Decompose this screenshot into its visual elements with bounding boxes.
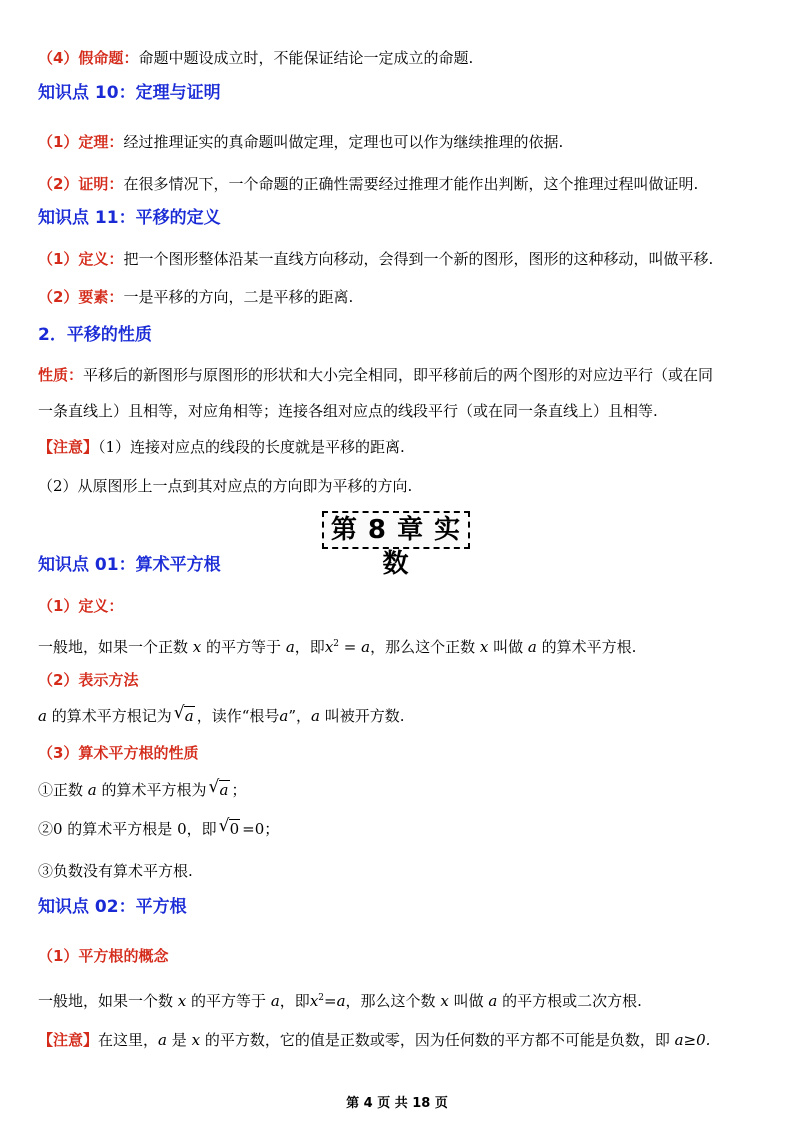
kp01-representation xyxy=(38,703,756,726)
kp02-note-var-x: x xyxy=(191,1031,201,1049)
sqrt-a-arg: a xyxy=(219,781,229,799)
kp01-def-text-c: ，即 xyxy=(294,638,325,656)
kp02-note-label: 【注意】 xyxy=(38,1031,99,1049)
kp02-note xyxy=(38,1030,756,1050)
section-2-prop-line-2: 一条直线上）且相等，对应角相等；连接各组对应点的线段平行（或在同一条直线上）且相等. xyxy=(38,402,658,420)
kp01-p1-text-c: ； xyxy=(231,781,247,799)
kp01-rep-var-d: a xyxy=(279,707,289,725)
kp11-item-1 xyxy=(38,249,756,269)
item-4-fake-proposition xyxy=(38,48,756,68)
kp01-definition xyxy=(38,634,756,657)
kp02-def-eq-rest: =a xyxy=(324,992,346,1010)
kp01-subheading-representation: （2）表示方法 xyxy=(38,671,139,689)
kp01-def-var-a: a xyxy=(285,638,295,656)
section-2-prop-label: 性质： xyxy=(38,366,84,384)
kp11-item-1-text: 把一个图形整体沿某一直线方向移动，会得到一个新的图形，图形的这种移动，叫做平移. xyxy=(123,250,714,268)
kp10-heading: 知识点 10：定理与证明 xyxy=(38,83,221,103)
kp01-def-var-x: x xyxy=(192,638,202,656)
kp01-property-3: ③负数没有算术平方根. xyxy=(38,862,193,880)
kp01-def-text-e: 叫做 xyxy=(493,638,524,656)
kp02-def-text-b: 的平方等于 xyxy=(191,992,267,1010)
kp02-def-text-a: 一般地，如果一个数 xyxy=(38,992,174,1010)
kp01-p2-text-b: =0； xyxy=(242,820,280,838)
kp01-p1-text-b: 的算术平方根为 xyxy=(101,781,207,799)
kp01-rep-text-g: 叫被开方数. xyxy=(324,707,405,725)
kp02-note-text-d: a≥0. xyxy=(674,1031,711,1049)
sqrt-a-symbol: √ a xyxy=(208,777,229,799)
section-2-note-label: 【注意】 xyxy=(38,438,99,456)
section-2-note-text-1: （1）连接对应点的线段的长度就是平移的距离. xyxy=(98,438,405,456)
kp01-def-eq-rest: = a xyxy=(339,638,371,656)
kp01-def-text-a: 一般地，如果一个正数 xyxy=(38,638,189,656)
sqrt-a-arg: a xyxy=(184,707,194,725)
kp10-item-2-label: （2）证明： xyxy=(38,175,124,193)
kp02-note-text-c: 的平方数，它的值是正数或零，因为任何数的平方都不可能是负数，即 xyxy=(204,1031,670,1049)
kp01-heading: 知识点 01：算术平方根 xyxy=(38,555,221,575)
kp01-property-2 xyxy=(38,816,756,839)
kp02-heading: 知识点 02：平方根 xyxy=(38,897,187,917)
kp02-note-text-a: 在这里， xyxy=(98,1031,159,1049)
kp01-def-text-d: ，那么这个正数 xyxy=(370,638,476,656)
kp10-item-1 xyxy=(38,132,756,152)
kp02-def-text-f: 的平方根或二次方根. xyxy=(502,992,642,1010)
kp01-rep-text-c: ，读作“根号 xyxy=(196,707,280,725)
kp02-def-var-x: x xyxy=(177,992,187,1010)
kp02-def-var-a: a xyxy=(270,992,280,1010)
kp01-rep-text-e: ”， xyxy=(288,707,311,725)
kp01-p1-text-a: ①正数 xyxy=(38,781,84,799)
kp02-def-text-d: ，那么这个数 xyxy=(345,992,436,1010)
kp02-def-text-c: ，即 xyxy=(279,992,310,1010)
kp11-item-1-label: （1）定义： xyxy=(38,250,124,268)
kp02-def-text-e: 叫做 xyxy=(453,992,484,1010)
section-2-heading: 2．平移的性质 xyxy=(38,325,152,345)
kp01-property-1 xyxy=(38,777,756,800)
section-2-note-line-1 xyxy=(38,437,756,457)
kp01-def-eq-x: x xyxy=(324,638,334,656)
kp02-subheading-concept: （1）平方根的概念 xyxy=(38,947,169,965)
kp01-def-var-x2: x xyxy=(479,638,489,656)
kp10-item-2-text: 在很多情况下，一个命题的正确性需要经过推理才能作出判断，这个推理过程叫做证明. xyxy=(123,175,699,193)
kp11-item-2 xyxy=(38,287,756,307)
kp10-item-1-label: （1）定理： xyxy=(38,133,124,151)
item-4-label: （4）假命题： xyxy=(38,49,139,67)
kp02-def-eq-x: x xyxy=(309,992,319,1010)
chapter-8-title: 第 8 章 实数 xyxy=(322,511,470,549)
kp01-def-var-a2: a xyxy=(527,638,537,656)
kp10-item-1-text: 经过推理证实的真命题叫做定理，定理也可以作为继续推理的依据. xyxy=(123,133,564,151)
kp02-definition xyxy=(38,988,756,1011)
kp11-item-2-label: （2）要素： xyxy=(38,288,124,306)
kp01-def-eq-sup: 2 xyxy=(333,639,340,649)
kp02-note-var-a: a xyxy=(158,1031,167,1049)
page-number-footer: 第 4 页 共 18 页 xyxy=(346,1096,448,1111)
kp01-rep-var-f: a xyxy=(311,707,320,725)
kp02-def-var-a2: a xyxy=(488,992,498,1010)
kp01-subheading-definition: （1）定义： xyxy=(38,597,124,615)
sqrt-zero-symbol: √ 0 xyxy=(218,816,240,838)
section-2-prop-line-1 xyxy=(38,365,756,385)
kp01-def-text-f: 的算术平方根. xyxy=(541,638,637,656)
section-2-prop-text-1: 平移后的新图形与原图形的形状和大小完全相同，即平移前后的两个图形的对应边平行（或在同 xyxy=(83,366,714,384)
kp02-note-text-b: 是 xyxy=(171,1031,187,1049)
kp01-rep-text-b: 的算术平方根记为 xyxy=(51,707,172,725)
kp01-p1-var: a xyxy=(87,781,97,799)
section-2-note-line-2: （2）从原图形上一点到其对应点的方向即为平移的方向. xyxy=(38,477,413,495)
kp11-heading: 知识点 11：平移的定义 xyxy=(38,208,221,228)
kp01-def-text-b: 的平方等于 xyxy=(206,638,282,656)
kp02-def-eq-sup: 2 xyxy=(318,993,325,1003)
kp10-item-2 xyxy=(38,174,756,194)
kp01-rep-var-a: a xyxy=(38,707,47,725)
kp01-subheading-properties: （3）算术平方根的性质 xyxy=(38,744,199,762)
sqrt-zero-arg: 0 xyxy=(229,820,240,838)
kp11-item-2-text: 一是平移的方向，二是平移的距离. xyxy=(123,288,354,306)
kp02-def-var-x2: x xyxy=(440,992,449,1010)
kp01-p2-text-a: ②0 的算术平方根是 0，即 xyxy=(38,820,217,838)
item-4-text: 命题中题设成立时，不能保证结论一定成立的命题. xyxy=(138,49,474,67)
sqrt-a-symbol: √ a xyxy=(173,703,194,725)
